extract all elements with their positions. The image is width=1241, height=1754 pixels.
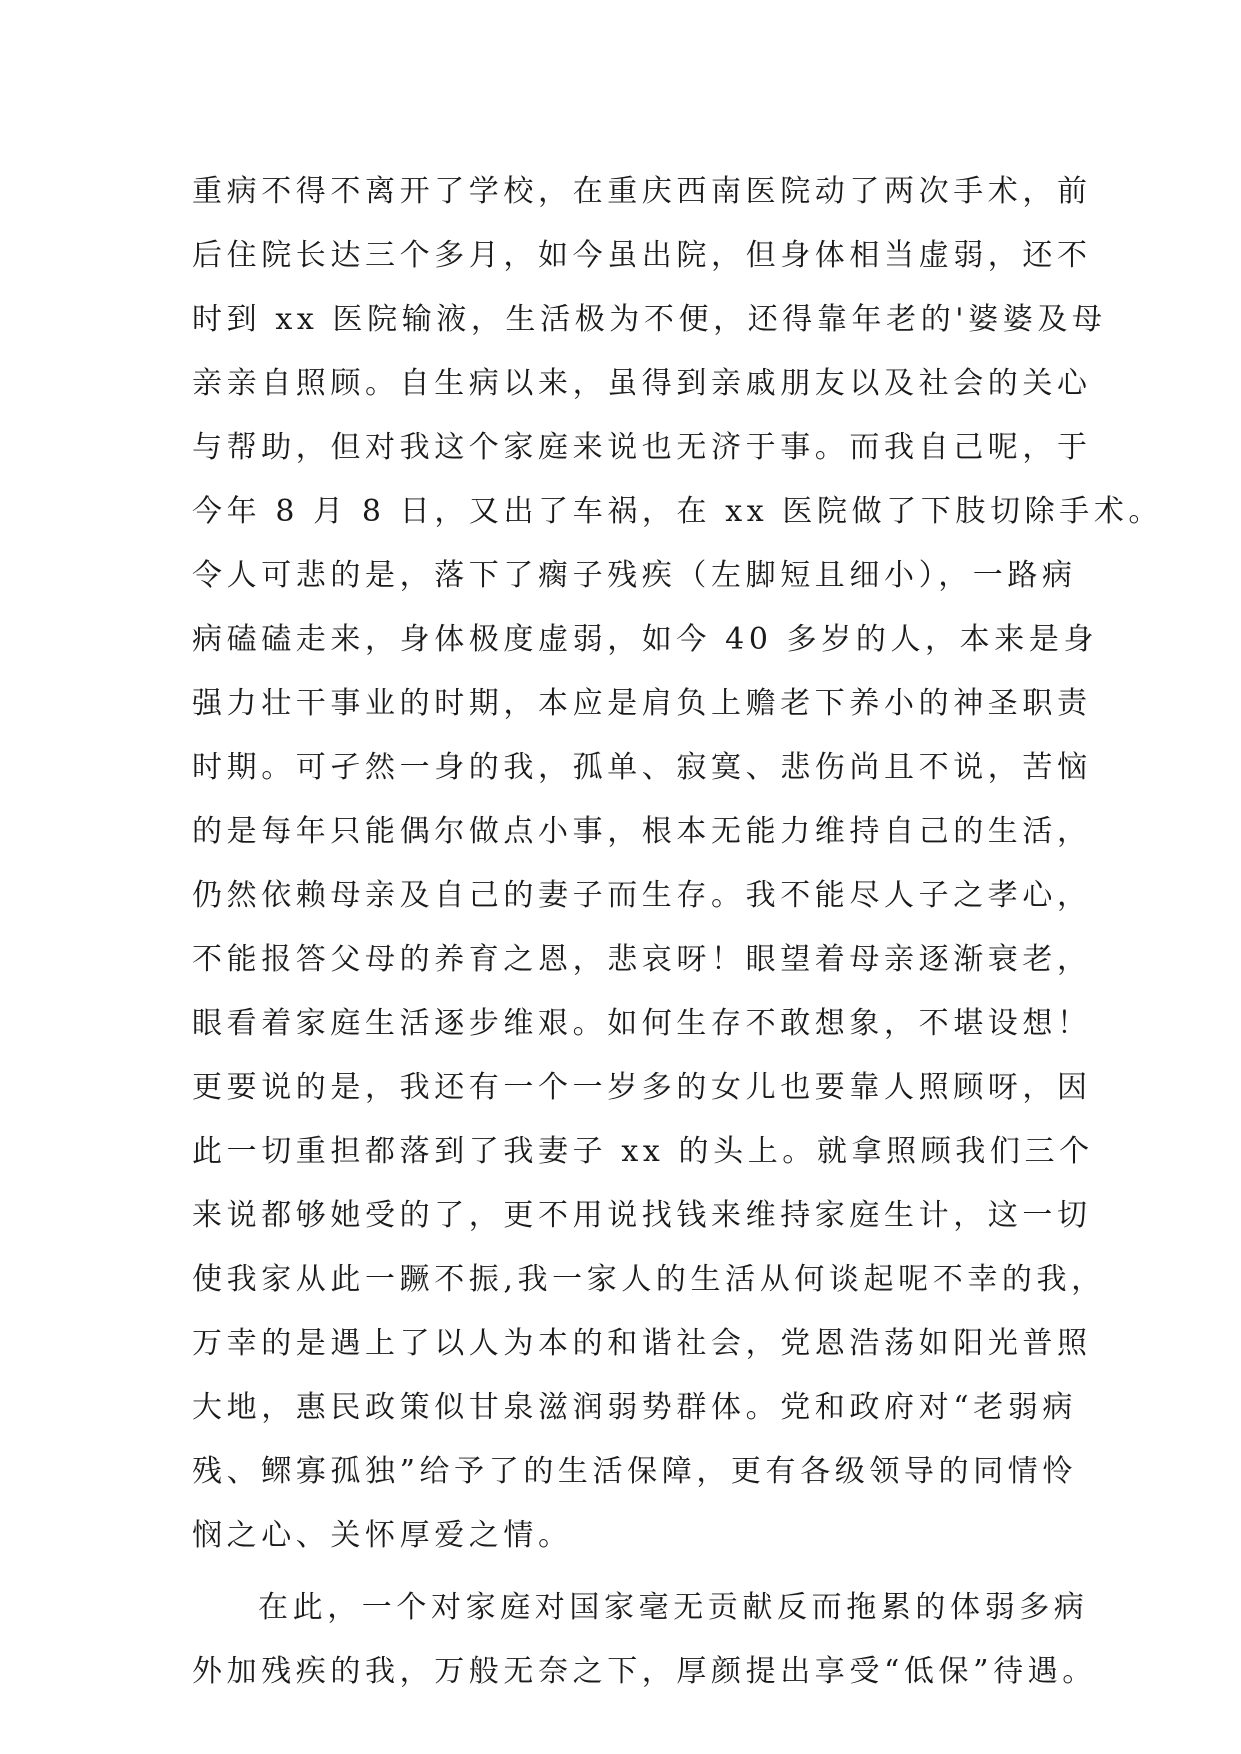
text-line: 此一切重担都落到了我妻子 xx 的头上。就拿照顾我们三个 — [192, 1134, 1094, 1169]
text-line: 万幸的是遇上了以人为本的和谐社会，党恩浩荡如阳光普照 — [192, 1326, 1092, 1361]
text-line: 今年 8 月 8 日，又出了车祸，在 xx 医院做了下肢切除手术。 — [192, 494, 1164, 529]
text-line: 不能报答父母的养育之恩，悲哀呀！眼望着母亲逐渐衰老， — [192, 942, 1092, 977]
text-line: 外加残疾的我，万般无奈之下，厚颜提出享受“低保”待遇。 — [192, 1654, 1097, 1689]
text-line: 病磕磕走来，身体极度虚弱，如今 40 多岁的人，本来是身 — [192, 622, 1099, 657]
text-line: 时期。可孑然一身的我，孤单、寂寞、悲伤尚且不说，苦恼 — [192, 750, 1092, 785]
text-line: 悯之心、关怀厚爱之情。 — [192, 1518, 573, 1553]
text-line: 来说都够她受的了，更不用说找钱来维持家庭生计，这一切 — [192, 1198, 1092, 1233]
text-line: 大地，惠民政策似甘泉滋润弱势群体。党和政府对“老弱病 — [192, 1390, 1077, 1425]
text-line: 残、鳏寡孤独”给予了的生活保障，更有各级领导的同情怜 — [192, 1454, 1077, 1489]
text-line: 在此，一个对家庭对国家毫无贡献反而拖累的体弱多病 — [258, 1590, 1089, 1625]
text-line: 令人可悲的是，落下了瘸子残疾（左脚短且细小），一路病 — [192, 558, 1077, 593]
paragraph-1 — [192, 160, 1164, 1568]
text-line: 仍然依赖母亲及自己的妻子而生存。我不能尽人子之孝心， — [192, 878, 1092, 913]
document-body — [192, 160, 1164, 1704]
text-line: 眼看着家庭生活逐步维艰。如何生存不敢想象，不堪设想！ — [192, 1006, 1092, 1041]
paragraph-2 — [192, 1576, 1097, 1704]
text-line: 与帮助，但对我这个家庭来说也无济于事。而我自己呢，于 — [192, 430, 1092, 465]
text-line: 时到 xx 医院输液，生活极为不便，还得靠年老的'婆婆及母 — [192, 302, 1107, 337]
text-line: 使我家从此一蹶不振,我一家人的生活从何谈起呢不幸的我， — [192, 1262, 1106, 1297]
text-line: 的是每年只能偶尔做点小事，根本无能力维持自己的生活， — [192, 814, 1092, 849]
text-line: 后住院长达三个多月，如今虽出院，但身体相当虚弱，还不 — [192, 238, 1092, 273]
text-line: 强力壮干事业的时期，本应是肩负上赡老下养小的神圣职责 — [192, 686, 1092, 721]
text-line: 更要说的是，我还有一个一岁多的女儿也要靠人照顾呀，因 — [192, 1070, 1092, 1105]
text-line: 重病不得不离开了学校，在重庆西南医院动了两次手术，前 — [192, 174, 1092, 209]
text-line: 亲亲自照顾。自生病以来，虽得到亲戚朋友以及社会的关心 — [192, 366, 1092, 401]
paragraph-gap — [192, 1568, 1072, 1576]
